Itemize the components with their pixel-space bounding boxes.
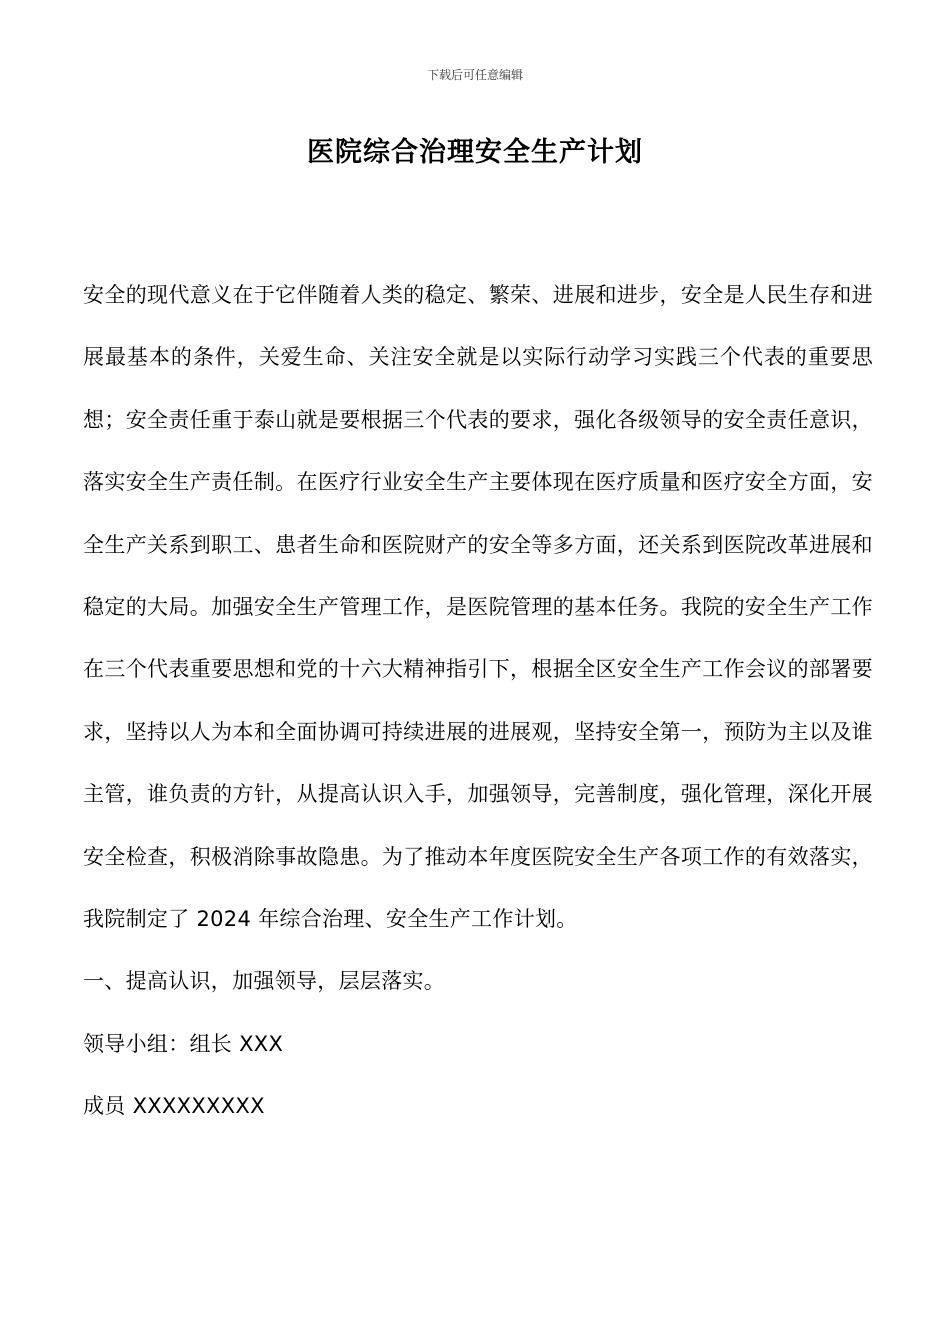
document-title: 医院综合治理安全生产计划 (307, 137, 643, 168)
group-leader-line: 领导小组：组长 XXX (83, 1031, 284, 1056)
header-note: 下载后可任意编辑 (426, 68, 523, 82)
intro-paragraph: 安全的现代意义在于它伴随着人类的稳定、繁荣、进展和进步，安全是人民生存和进展最基本的条件，关爱生命、关注安全就是以实际行动学习实践三个代表的重要思想；安全责任重于泰山就是要根据三个代表的要求，强化各级领导的安全责任意识，落实安全生产责任制。在医疗行业安全生产主要体现在医疗质量和医疗安全方面，安全生产关系到职工、患者生命和医院财产的安全等多方面，还关系到医院改革进展和稳定的大局。加强安全生产管理工作，是医院管理的基本任务。我院的安全生产工作在三个代表重要思想和党的十六大精神指引下，根据全区安全生产工作会议的部署要求，坚持以人为本和全面协调可持续进展的进展观，坚持安全第一，预防为主以及谁主管，谁负责的方针，从提高认识入手，加强领导，完善制度，强化管理，深化开展安全检查，积极消除事故隐患。为了推动本年度医院安全生产各项工作的有效落实，我院制定了 2024 年综合治理、安全生产工作计划。 (83, 283, 873, 932)
section-heading: 一、提高认识，加强领导，层层落实。 (83, 969, 446, 994)
members-line: 成员 XXXXXXXXX (83, 1094, 265, 1119)
document-body (83, 264, 873, 1138)
